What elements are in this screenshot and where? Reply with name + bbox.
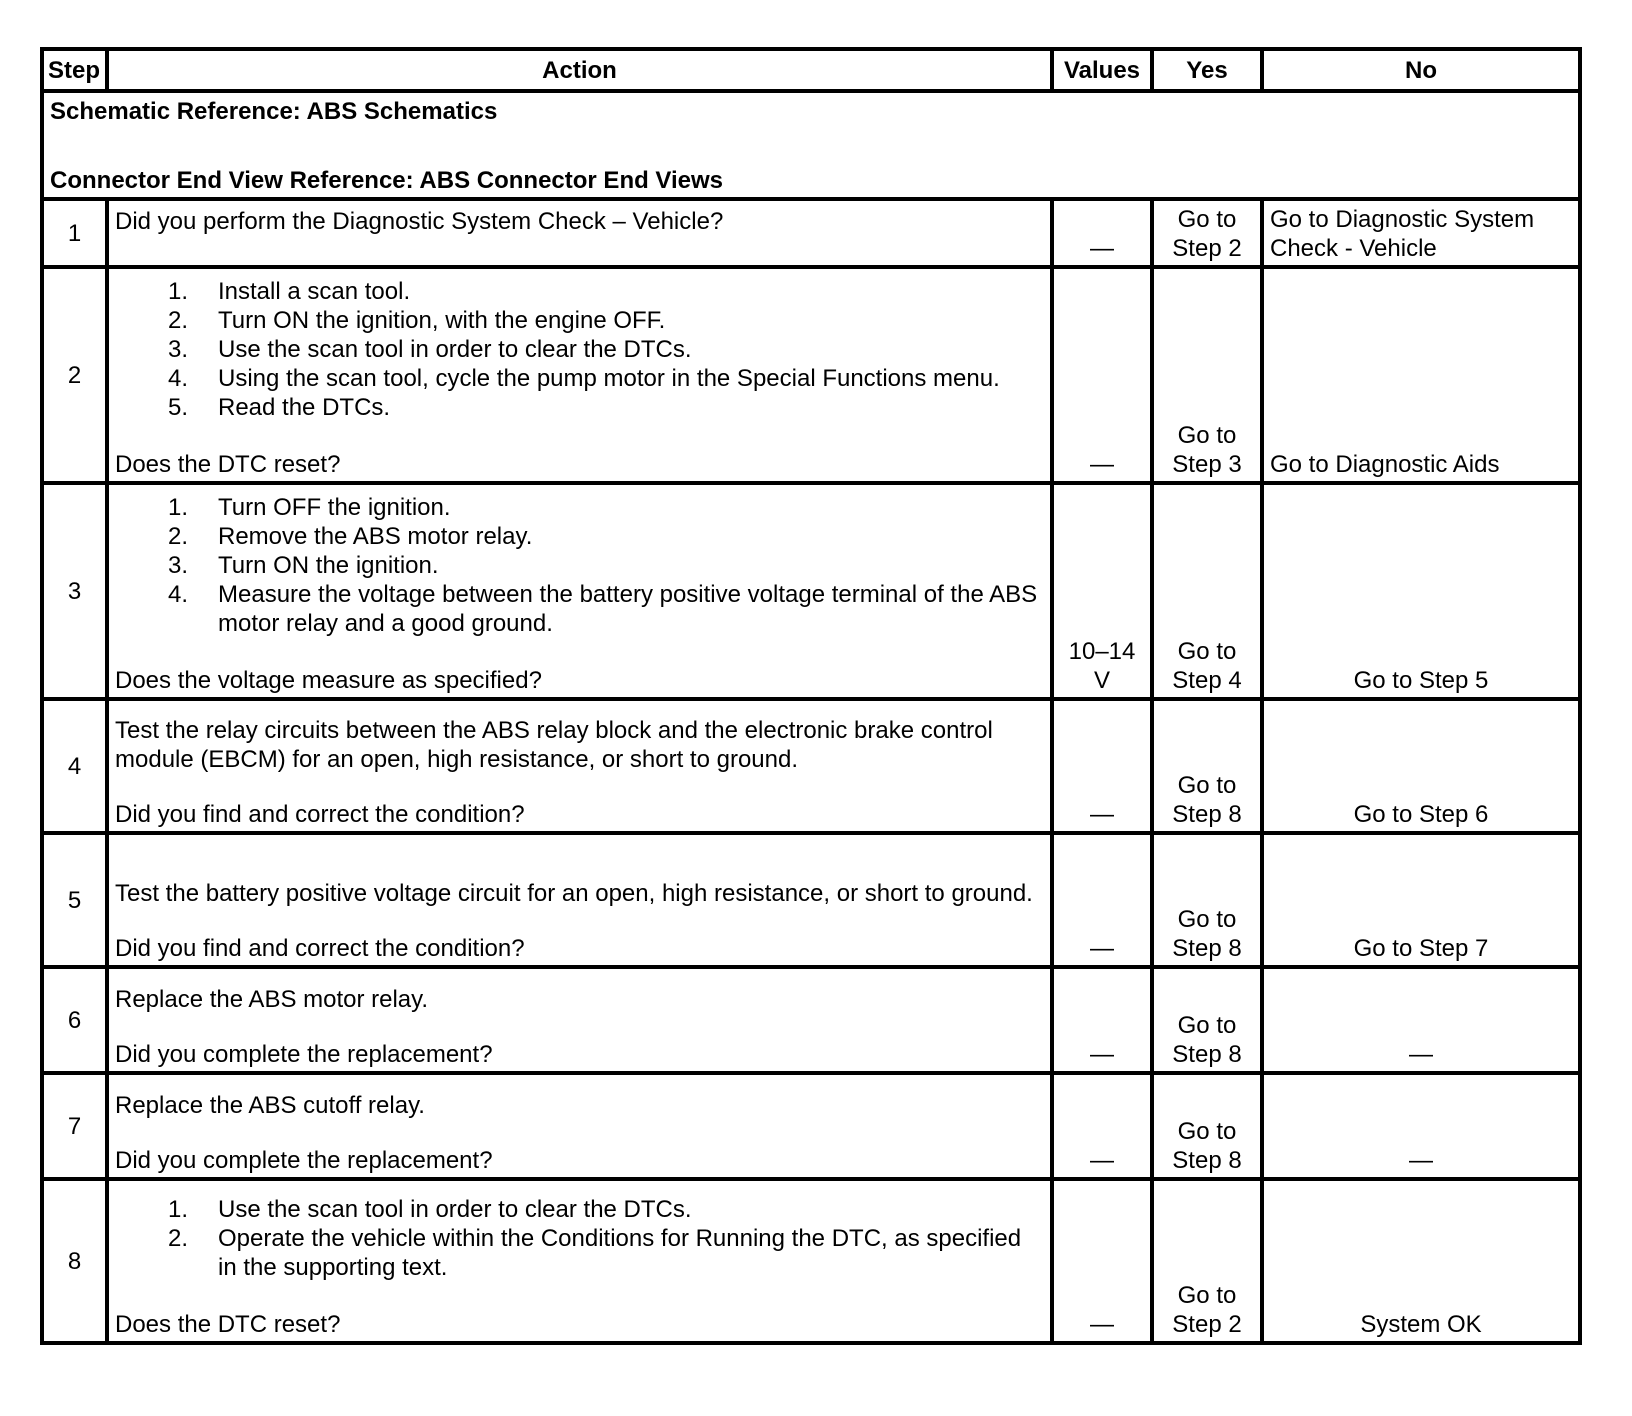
action-cell: [107, 833, 1052, 967]
step-number: 1: [42, 199, 107, 267]
yes-link[interactable]: Go to Step 8: [1172, 906, 1242, 962]
list-item: 1. Use the scan tool in order to clear the DTCs.: [167, 1196, 692, 1223]
reference-cell: [42, 91, 1580, 199]
yes-cell: [1152, 833, 1262, 967]
procedure-list: [115, 1195, 1042, 1282]
schematic-reference: Schematic Reference: ABS Schematics: [50, 98, 498, 125]
no-link[interactable]: Go to Diagnostic Aids: [1270, 451, 1500, 478]
step-number: 6: [42, 967, 107, 1073]
values-cell: —: [1052, 699, 1152, 833]
yes-cell: [1152, 967, 1262, 1073]
action-cell: [107, 699, 1052, 833]
no-cell: [1262, 833, 1580, 967]
yes-cell: [1152, 267, 1262, 483]
list-item: 5. Read the DTCs.: [167, 394, 391, 421]
step-number: 4: [42, 699, 107, 833]
table-row: [42, 833, 1580, 967]
table-row: [42, 267, 1580, 483]
action-cell: [107, 267, 1052, 483]
yes-cell: [1152, 1179, 1262, 1343]
yes-link[interactable]: Go to Step 8: [1172, 772, 1242, 828]
values-cell: —: [1052, 267, 1152, 483]
list-item: 3. Turn ON the ignition.: [167, 552, 439, 579]
action-text: Test the relay circuits between the ABS relay block and the electronic brake control module (EBCM) for an open, high resistance, or short to ground.: [115, 717, 993, 773]
action-text: Replace the ABS cutoff relay.: [115, 1092, 425, 1119]
yes-cell: [1152, 699, 1262, 833]
step-number: 5: [42, 833, 107, 967]
table-row: [42, 1073, 1580, 1179]
question-text: Does the voltage measure as specified?: [115, 667, 542, 694]
voltage-range: 10–14 V: [1068, 638, 1136, 694]
step-number: 8: [42, 1179, 107, 1343]
yes-cell: [1152, 483, 1262, 699]
action-cell: [107, 483, 1052, 699]
no-cell: [1262, 699, 1580, 833]
no-cell: [1262, 483, 1580, 699]
yes-cell: [1152, 199, 1262, 267]
table-row: [42, 699, 1580, 833]
no-link[interactable]: Go to Diagnostic System Check - Vehicle: [1270, 206, 1535, 262]
step-number: 2: [42, 267, 107, 483]
values-cell: —: [1052, 1179, 1152, 1343]
list-item: 4. Using the scan tool, cycle the pump motor in the Special Functions menu.: [167, 365, 1000, 392]
no-cell: [1262, 267, 1580, 483]
no-cell: System OK: [1262, 1179, 1580, 1343]
action-text: Replace the ABS motor relay.: [115, 986, 429, 1013]
yes-link[interactable]: Go to Step 8: [1172, 1118, 1242, 1174]
step-number: 3: [42, 483, 107, 699]
header-action: Action: [107, 49, 1052, 91]
action-cell: [107, 1179, 1052, 1343]
yes-link[interactable]: Go to Step 3: [1172, 422, 1242, 478]
question-text: Did you find and correct the condition?: [115, 801, 525, 828]
no-link[interactable]: Go to Step 5: [1353, 667, 1489, 694]
action-cell: [107, 1073, 1052, 1179]
diagnostic-table: [40, 47, 1582, 1345]
action-cell: [107, 199, 1052, 267]
no-cell: —: [1262, 967, 1580, 1073]
list-item: 4. Measure the voltage between the battery positive voltage terminal of the ABS motor relay and a good ground.: [167, 581, 1038, 637]
table-row: [42, 967, 1580, 1073]
procedure-list: [115, 493, 1042, 638]
reference-row: [42, 91, 1580, 199]
no-link[interactable]: Go to Step 6: [1353, 801, 1489, 828]
no-cell: —: [1262, 1073, 1580, 1179]
header-step: Step: [42, 49, 107, 91]
step-number: 7: [42, 1073, 107, 1179]
table-row: [42, 1179, 1580, 1343]
values-cell: —: [1052, 833, 1152, 967]
list-item: 3. Use the scan tool in order to clear the DTCs.: [167, 336, 692, 363]
header-yes: Yes: [1152, 49, 1262, 91]
values-cell: —: [1052, 199, 1152, 267]
question-text: Did you complete the replacement?: [115, 1147, 493, 1174]
question-text: Does the DTC reset?: [115, 1311, 341, 1338]
no-cell: [1262, 199, 1580, 267]
yes-link[interactable]: Go to Step 2: [1172, 1282, 1242, 1338]
action-text: Test the battery positive voltage circuit for an open, high resistance, or short to ground.: [115, 880, 1033, 907]
procedure-list: [115, 277, 1042, 422]
values-cell: —: [1052, 967, 1152, 1073]
list-item: 2. Remove the ABS motor relay.: [167, 523, 533, 550]
question-text: Did you complete the replacement?: [115, 1041, 493, 1068]
header-values: Values: [1052, 49, 1152, 91]
list-item: 2. Turn ON the ignition, with the engine OFF.: [167, 307, 666, 334]
list-item: 2. Operate the vehicle within the Conditions for Running the DTC, as specified in the supporting text.: [167, 1225, 1022, 1281]
yes-link[interactable]: Go to Step 8: [1172, 1012, 1242, 1068]
list-item: 1. Install a scan tool.: [167, 278, 411, 305]
connector-reference: Connector End View Reference: ABS Connector End Views: [50, 167, 724, 194]
yes-cell: [1152, 1073, 1262, 1179]
header-no: No: [1262, 49, 1580, 91]
header-row: [42, 49, 1580, 91]
no-link[interactable]: Go to Step 7: [1353, 935, 1489, 962]
values-cell: [1052, 483, 1152, 699]
action-text: Did you perform the Diagnostic System Check – Vehicle?: [115, 208, 724, 235]
question-text: Did you find and correct the condition?: [115, 935, 525, 962]
list-item: 1. Turn OFF the ignition.: [167, 494, 451, 521]
yes-link[interactable]: Go to Step 4: [1172, 638, 1242, 694]
table-row: [42, 199, 1580, 267]
yes-link[interactable]: Go to Step 2: [1172, 206, 1242, 262]
table-row: [42, 483, 1580, 699]
values-cell: —: [1052, 1073, 1152, 1179]
question-text: Does the DTC reset?: [115, 451, 341, 478]
action-cell: [107, 967, 1052, 1073]
